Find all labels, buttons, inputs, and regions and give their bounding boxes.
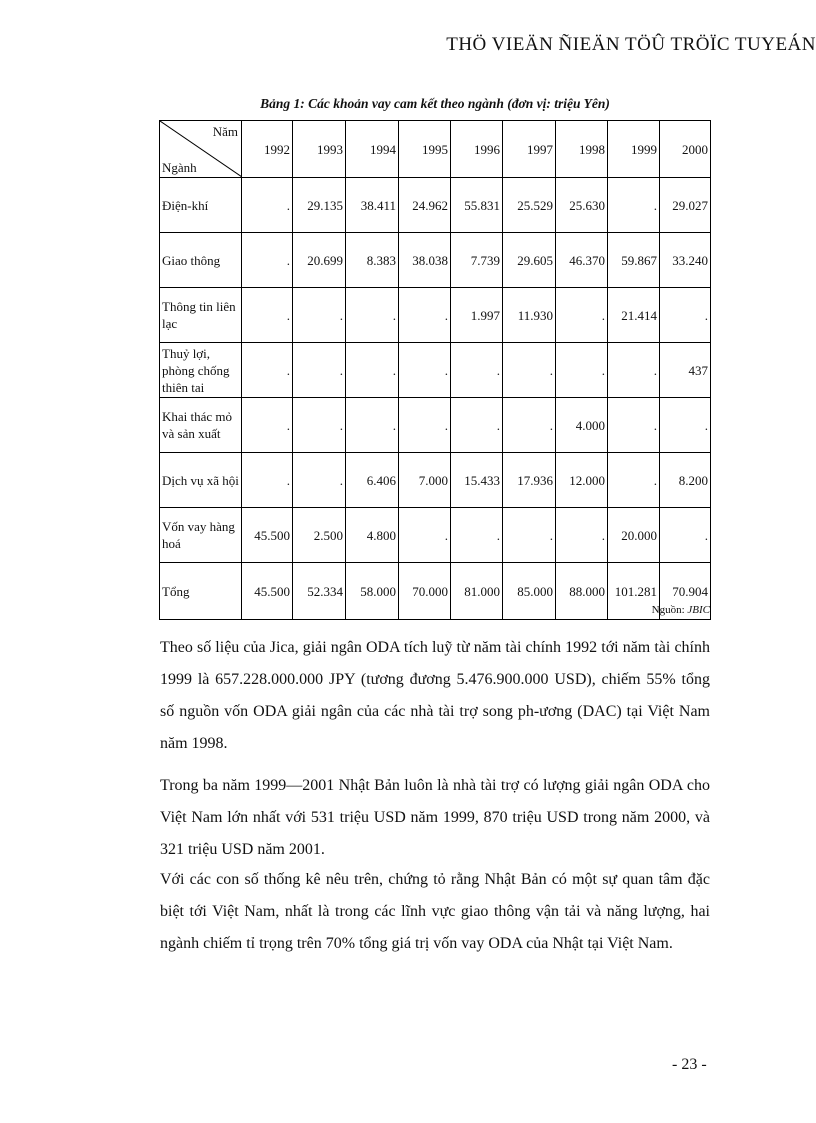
row-label: Dịch vụ xã hội bbox=[160, 453, 242, 508]
table-cell: . bbox=[242, 178, 293, 233]
table-cell: . bbox=[660, 398, 711, 453]
table-cell: 437 bbox=[660, 343, 711, 398]
table-cell: 70.000 bbox=[399, 563, 451, 620]
table-cell: 6.406 bbox=[346, 453, 399, 508]
table-cell: . bbox=[608, 453, 660, 508]
year-header: 1993 bbox=[293, 121, 346, 178]
table-cell: 12.000 bbox=[556, 453, 608, 508]
table-cell: . bbox=[346, 343, 399, 398]
table-row bbox=[160, 508, 711, 563]
table-cell: 20.699 bbox=[293, 233, 346, 288]
table-cell: . bbox=[242, 343, 293, 398]
table-cell: 33.240 bbox=[660, 233, 711, 288]
table-cell: 25.529 bbox=[503, 178, 556, 233]
table-cell: . bbox=[451, 398, 503, 453]
source-prefix: Nguồn: bbox=[651, 604, 685, 616]
table-cell: 24.962 bbox=[399, 178, 451, 233]
table-cell: 8.200 bbox=[660, 453, 711, 508]
row-label: Vốn vay hàng hoá bbox=[160, 508, 242, 563]
table-cell: . bbox=[399, 398, 451, 453]
table-cell: 101.281 bbox=[608, 563, 660, 620]
row-label: Thông tin liên lạc bbox=[160, 288, 242, 343]
table-row bbox=[160, 233, 711, 288]
table-cell: 81.000 bbox=[451, 563, 503, 620]
table-cell: . bbox=[346, 398, 399, 453]
table-cell: . bbox=[242, 398, 293, 453]
year-header: 1998 bbox=[556, 121, 608, 178]
table-cell: 1.997 bbox=[451, 288, 503, 343]
table-cell: 45.500 bbox=[242, 563, 293, 620]
table-cell: 7.739 bbox=[451, 233, 503, 288]
table-cell: 70.904 bbox=[660, 563, 711, 620]
table-cell: 29.605 bbox=[503, 233, 556, 288]
table-cell: 20.000 bbox=[608, 508, 660, 563]
table-cell: 2.500 bbox=[293, 508, 346, 563]
table-row bbox=[160, 288, 711, 343]
table-header-row bbox=[160, 121, 711, 178]
table-cell: 38.038 bbox=[399, 233, 451, 288]
table-source bbox=[160, 604, 710, 616]
table-cell: 52.334 bbox=[293, 563, 346, 620]
table-cell: 38.411 bbox=[346, 178, 399, 233]
table-cell: 7.000 bbox=[399, 453, 451, 508]
year-header: 1997 bbox=[503, 121, 556, 178]
table-cell: 29.027 bbox=[660, 178, 711, 233]
page-number: - 23 - bbox=[672, 1056, 707, 1073]
paragraph: Với các con số thống kê nêu trên, chứng tỏ rằng Nhật Bản có một sự quan tâm đặc biệt tới Việt Nam, nhất là trong các lĩnh vực giao thông vận tải và năng lượng, hai ngành chiếm tỉ trọng trên 70% tổng giá trị vốn vay ODA của Nhật tại Việt Nam. bbox=[160, 871, 710, 952]
table-cell: 59.867 bbox=[608, 233, 660, 288]
table-cell: . bbox=[608, 178, 660, 233]
table-cell: 11.930 bbox=[503, 288, 556, 343]
page-header: THÖ VIEÄN ÑIEÄN TÖÛ TRÖÏC TUYEÁN bbox=[446, 34, 816, 55]
table-cell: . bbox=[293, 398, 346, 453]
year-header: 1999 bbox=[608, 121, 660, 178]
year-header: 2000 bbox=[660, 121, 711, 178]
table-row bbox=[160, 178, 711, 233]
year-header: 1995 bbox=[399, 121, 451, 178]
year-header: 1996 bbox=[451, 121, 503, 178]
table-cell: . bbox=[242, 233, 293, 288]
table-cell: 55.831 bbox=[451, 178, 503, 233]
table-cell: . bbox=[346, 288, 399, 343]
table-cell: . bbox=[556, 343, 608, 398]
paragraph: Theo số liệu của Jica, giải ngân ODA tích luỹ từ năm tài chính 1992 tới năm tài chính 1999 là 657.228.000.000 JPY (tương đương 5.476.900.000 USD), chiếm 55% tổng số nguồn vốn ODA giải ngân của các nhà tài trợ song ph-ương (DAC) tại Việt Nam năm 1998. bbox=[160, 639, 710, 752]
table-cell: . bbox=[503, 343, 556, 398]
year-header: 1994 bbox=[346, 121, 399, 178]
table-cell: . bbox=[293, 453, 346, 508]
table-cell: 29.135 bbox=[293, 178, 346, 233]
table-cell: 46.370 bbox=[556, 233, 608, 288]
table-cell: . bbox=[399, 343, 451, 398]
loan-table bbox=[159, 120, 711, 620]
table-cell: . bbox=[660, 288, 711, 343]
table-cell: . bbox=[556, 288, 608, 343]
table-cell: . bbox=[556, 508, 608, 563]
row-label: Giao thông bbox=[160, 233, 242, 288]
table-cell: . bbox=[451, 343, 503, 398]
row-label: Tổng bbox=[160, 563, 242, 620]
table-cell: 4.000 bbox=[556, 398, 608, 453]
table-cell: . bbox=[608, 343, 660, 398]
table-cell: . bbox=[608, 398, 660, 453]
table-cell: 4.800 bbox=[346, 508, 399, 563]
table-cell: 88.000 bbox=[556, 563, 608, 620]
table-cell: . bbox=[293, 288, 346, 343]
source-name: JBIC bbox=[687, 604, 710, 616]
table-cell: . bbox=[293, 343, 346, 398]
table-cell: . bbox=[503, 398, 556, 453]
row-label: Khai thác mỏ và sản xuất bbox=[160, 398, 242, 453]
corner-year-label: Năm bbox=[212, 124, 238, 139]
table-row bbox=[160, 453, 711, 508]
table-caption: Bảng 1: Các khoản vay cam kết theo ngành (đơn vị: triệu Yên) bbox=[260, 96, 610, 111]
table-cell: . bbox=[451, 508, 503, 563]
table-cell: 15.433 bbox=[451, 453, 503, 508]
table-cell: 85.000 bbox=[503, 563, 556, 620]
table-cell: 21.414 bbox=[608, 288, 660, 343]
year-header: 1992 bbox=[242, 121, 293, 178]
table-cell: . bbox=[399, 288, 451, 343]
table-cell: . bbox=[399, 508, 451, 563]
table-cell: 58.000 bbox=[346, 563, 399, 620]
table-cell: . bbox=[660, 508, 711, 563]
table-body bbox=[160, 178, 711, 620]
table-cell: 45.500 bbox=[242, 508, 293, 563]
table-row bbox=[160, 398, 711, 453]
table-cell: 17.936 bbox=[503, 453, 556, 508]
paragraph: Trong ba năm 1999—2001 Nhật Bản luôn là nhà tài trợ có lượng giải ngân ODA cho Việt Nam lớn nhất với 531 triệu USD năm 1999, 870 triệu USD trong năm 2000, và 321 triệu USD năm 2001. bbox=[160, 777, 710, 858]
table-cell: 25.630 bbox=[556, 178, 608, 233]
corner-cell bbox=[160, 121, 242, 178]
table-cell: . bbox=[242, 453, 293, 508]
row-label: Điện-khí bbox=[160, 178, 242, 233]
table-cell: . bbox=[242, 288, 293, 343]
corner-sector-label: Ngành bbox=[162, 160, 197, 175]
table-row bbox=[160, 343, 711, 398]
row-label: Thuỷ lợi, phòng chống thiên tai bbox=[160, 343, 242, 398]
table-cell: . bbox=[503, 508, 556, 563]
table-cell: 8.383 bbox=[346, 233, 399, 288]
